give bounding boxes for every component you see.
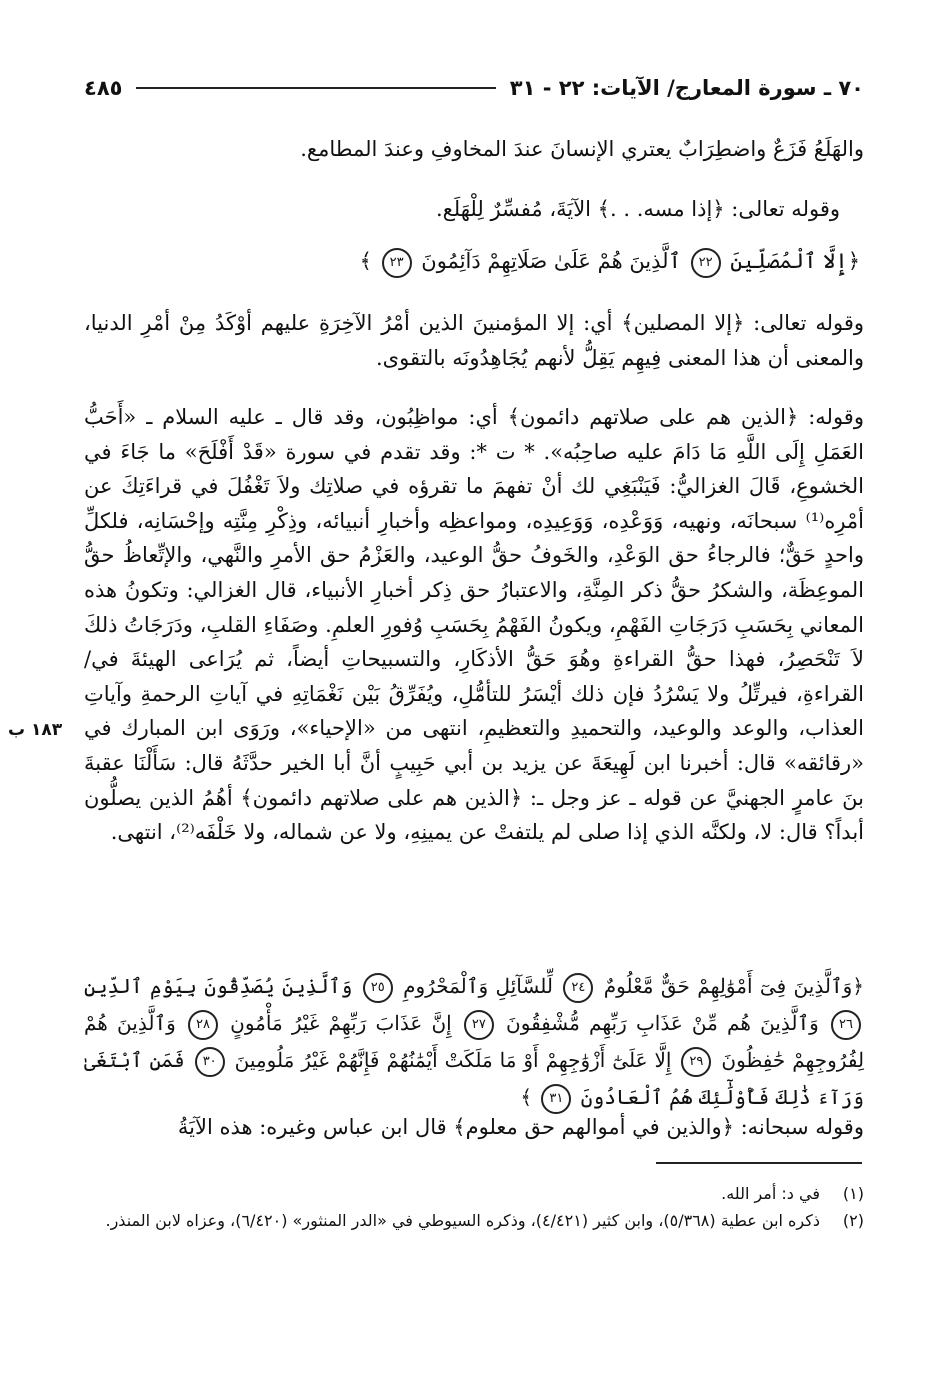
- footnote-text: في د: أمر الله.: [721, 1184, 820, 1203]
- paragraph-text: وقوله سبحانه: ﴿والذين في أموالهم حق معلوم﴾ قال ابن عباس وغيره: هذه الآيَةُ: [177, 1115, 864, 1139]
- quran-verses-22-23: [84, 244, 864, 279]
- verse-text: إِنَّ عَذَابَ رَبِّهِمْ غَيْرُ مَأْمُونٍ: [230, 1011, 452, 1035]
- paragraph-amwalihim: [84, 1110, 864, 1145]
- ayah-number-marker: ٢٤: [563, 973, 593, 1003]
- verse-text: إِلَّا ٱلْمُصَلِّينَ: [730, 249, 848, 273]
- paragraph-text: والهَلَعُ فَزَعٌ واضطِرَابٌ يعتري الإنسانَ عندَ المخاوفِ وعندَ المطامع.: [300, 137, 864, 161]
- verse-text: وَٱلَّذِينَ هُمْ لِفُرُوجِهِمْ حَٰفِظُونَ: [84, 1011, 865, 1072]
- ayah-number-marker: ٢٨: [188, 1010, 218, 1040]
- verse-text: لِّلسَّآئِلِ وَٱلْمَحْرُومِ: [403, 974, 553, 998]
- running-header: [84, 68, 864, 108]
- paragraph-illa-almusallin: [84, 306, 864, 376]
- verse-text: فَمَنِ ٱبْتَغَىٰ وَرَآءَ ذَٰلِكَ فَأُوْلَٰٓئِكَ هُمُ ٱلْعَادُونَ: [84, 1048, 864, 1109]
- verse-text: إِلَّا عَلَىٰٓ أَزْوَٰجِهِمْ أَوْ مَا مَلَكَتْ أَيْمَٰنُهُمْ فَإِنَّهُمْ غَيْرُ مَلُومِينَ: [234, 1048, 672, 1072]
- manuscript-folio-note: ١٨٣ ب: [8, 720, 63, 740]
- ayah-number-marker: ٢٥: [363, 973, 393, 1003]
- paragraph-text: وقوله: ﴿الذين هم على صلاتهم دائمون﴾ أي: مواظِبُون، وقد قال ـ عليه السلام ـ «أَحَبُّ العَمَلِ إِلَى اللَّهِ مَا دَامَ عليه صاحِبُه». * ت *: وقد تقدم في سورة «قَدْ أَفْلَحَ» ما جَاءَ في الخشوعِ، قَالَ الغزاليُّ: فَيَنْبَغِي لك أنْ تفهمَ ما تقرؤه في صلاتِك ولاَ تَغْفُلَ في قراءَتِكَ عن أمْرِه⁽¹⁾ سبحانَه، ونهيه، وَوَعْدِه، وَوَعِيدِه، ومواعظِه وأخبارِ أنبيائه، وذِكْرِ مِنَّتِه وإحْسَانِه، فلكلِّ واحدٍ حَقٌّ؛ فالرجاءُ حق الوَعْدِ، والخَوفُ حقُّ الوعيد، والعَزْمُ حق الأمرِ والنَّهي، والإتِّعاظُ حقُّ الموعِظَة، والشكرُ حقُّ ذكر المِنَّةِ، والاعتبارُ حق ذِكر أخبارِ الأنبياء، قال الغزالي: وتكونُ هذه المعاني بِحَسَبِ دَرَجَاتِ الفَهْمِ، ويكونُ الفَهْمُ بِحَسَبِ وُفورِ العلمِ. وصَفَاءِ القلبِ، ودَرَجَاتُ ذلكَ لاَ تَنْحَصِرُ، فهذا حقُّ القراءةِ وهُوَ حَقُّ الأذكَارِ، والتسبيحاتِ أيضاً، ثم يُرَاعى الهيئةَ في/ القراءةِ، فيرتِّلُ ولا يَسْرُدُ فإن ذلك أيْسَرُ للتأمُّلِ، ويُفَرِّقُ بَيْن نَغْمَاتِهِ في آياتِ الرحمةِ وآياتِ العذاب، والوعد والوعيد، والتحميدِ والتعظيمِ، انتهى من «الإحياء»، ورَوَى ابن المبارك في «رقائقه» قال: أخبرنا ابن لَهِيعَةَ عن يزيد بن أبي حَبِيبٍ أنَّ أبا الخير حدَّثَهُ قال: سَأَلْنَا عقبةَ بنَ عامرٍ الجهنيَّ عن قوله ـ عز وجل ـ: ﴿الذين هم على صلاتهم دائمون﴾ أهُمُ الذين يصلُّون أبداً؟ قال: لا، ولكنَّه الذي إذا صلى لم يلتفتْ عن يمينِهِ، ولا عن شماله، ولا خَلْفَه⁽²⁾، انتهى.: [84, 405, 864, 845]
- footnotes: [84, 1180, 864, 1234]
- footnote: [84, 1180, 864, 1207]
- paragraph-halaa: [84, 132, 864, 167]
- verse-close-bracket: ﴾: [359, 249, 372, 273]
- ayah-number-marker: ٣١: [541, 1084, 571, 1114]
- ayah-number-marker: ٢٩: [681, 1047, 711, 1077]
- footnote-number: (٢): [842, 1211, 864, 1230]
- verse-text: وَٱلَّذِينَ فِىٓ أَمْوَٰلِهِمْ حَقٌّ مَّعْلُومٌ: [603, 974, 853, 998]
- verse-text: وَٱلَّذِينَ يُصَدِّقُونَ بِيَوْمِ ٱلدِّينِ: [84, 974, 353, 998]
- verse-open-bracket: ﴿: [847, 249, 860, 273]
- verse-text: ٱلَّذِينَ هُمْ عَلَىٰ صَلَاتِهِمْ دَآئِمُونَ: [421, 249, 681, 273]
- verse-close-bracket: ﴾: [520, 1085, 533, 1109]
- header-rule: [136, 87, 495, 89]
- page-number: ٤٨٥: [84, 76, 123, 100]
- ayah-number-marker: ٢٦: [831, 1010, 861, 1040]
- verse-open-bracket: ﴿: [852, 974, 865, 998]
- ayah-number-marker: ٣٠: [195, 1047, 225, 1077]
- surah-title: ٧٠ ـ سورة المعارج/ الآيات: ٢٢ - ٣١: [509, 76, 864, 100]
- quran-verses-24-31: [84, 968, 864, 1116]
- footnote-separator: [656, 1162, 862, 1164]
- ayah-number-marker: ٢٧: [464, 1010, 494, 1040]
- footnote: [84, 1207, 864, 1234]
- ayah-number-marker: ٢٣: [382, 248, 412, 278]
- paragraph-text: وقوله تعالى: ﴿إذا مسه. . .﴾ الآيَةَ، مُفسِّرٌ لِلْهَلَع.: [435, 197, 840, 221]
- paragraph-idha-massahu: [84, 192, 864, 227]
- verse-text: وَٱلَّذِينَ هُم مِّنْ عَذَابِ رَبِّهِم مُّشْفِقُونَ: [506, 1011, 819, 1035]
- footnote-text: ذكره ابن عطية (٥/٣٦٨)، وابن كثير (٤/٤٢١)، وذكره السيوطي في «الدر المنثور» (٦/٤٢٠)، وعزاه لابن المنذر.: [105, 1211, 820, 1230]
- paragraph-text: وقوله تعالى: ﴿إلا المصلين﴾ أي: إلا المؤمنينَ الذين أمْرُ الآخِرَةِ عليهم أوْكَدُ مِنْ أمْرِ الدنيا، والمعنى أن هذا المعنى فِيهِم يَقِلُّ لأنهم يُجَاهِدُونَه بالتقوى.: [84, 311, 864, 370]
- paragraph-daimun-commentary: [84, 400, 864, 850]
- ayah-number-marker: ٢٢: [691, 248, 721, 278]
- footnote-number: (١): [842, 1184, 864, 1203]
